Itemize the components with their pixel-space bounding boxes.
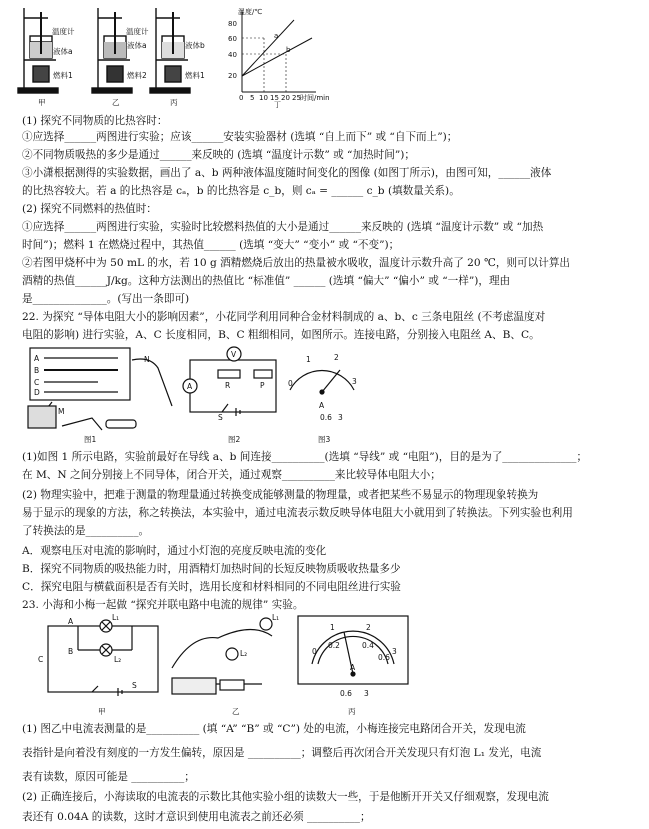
meter-bing-tick-2: 2 xyxy=(366,623,371,632)
wire-label-d: D xyxy=(34,388,40,397)
q22-p1-2: 在 M、N 之间分别接上不同导体，闭合开关，通过观察__________来比较导体电阻大小； xyxy=(22,469,441,481)
graph-xtick-25: 25 xyxy=(292,94,301,102)
meter-bing-range-2: 3 xyxy=(364,689,369,698)
fig-label-jia-23: 甲 xyxy=(98,707,106,716)
label-v: V xyxy=(231,350,237,359)
label-l1: L₁ xyxy=(112,613,120,622)
q22-p1-1: (1)如图 1 所示电路，实验前最好在导线 a、b 间连接__________(选填 “导线” 或 “电阻”)，目的是为了______________； xyxy=(22,451,588,463)
meter-bing-unit: A xyxy=(350,663,356,672)
label-point-b: B xyxy=(68,647,74,656)
q22-p2-2: 易于显示的现象的方法，称之转换法，本实验中，通过电流表示数反映导体电阻大小就用到了转换法。下列实验也利用 xyxy=(22,507,573,519)
label-liquid-b: 液体b xyxy=(185,41,205,50)
label-fuel1-b: 燃料1 xyxy=(185,71,205,80)
label-fuel1: 燃料1 xyxy=(53,71,73,80)
fig-label-yi: 乙 xyxy=(112,98,120,107)
label-switch-s: S xyxy=(132,681,137,690)
heating-apparatus-figures xyxy=(18,4,330,109)
graph-xtick-10: 10 xyxy=(259,94,268,102)
q21-p1-4: 的比热容较大。若 a 的比热容是 cₐ，b 的比热容是 c_b，则 cₐ = ______ c_b (填数量关系)。 xyxy=(22,185,460,197)
q22-p2-1: (2) 物理实验中，把难于测量的物理量通过转换变成能够测量的物理量，或者把某些不易显示的物理现象转换为 xyxy=(22,489,539,501)
q23-stem: 23. 小海和小梅一起做 “探究并联电路中电流的规律” 实验。 xyxy=(22,599,304,611)
graph-xtick-5: 5 xyxy=(250,94,255,102)
fig-label-jia: 甲 xyxy=(38,98,46,107)
label-ammeter-a: A xyxy=(187,382,193,391)
q23-p2-2: 表还有 0.04A 的读数，这时才意识到使用电流表之前还必须 __________； xyxy=(22,811,371,823)
label-point-c: C xyxy=(38,655,44,664)
graph-xtick-20: 20 xyxy=(281,94,290,102)
graph-xlabel: 时间/min xyxy=(300,94,330,102)
label-l1-yi: L₁ xyxy=(272,613,280,622)
apparatus-jia xyxy=(18,8,58,93)
graph-xtick-15: 15 xyxy=(270,94,279,102)
label-thermometer-1: 温度计 xyxy=(52,27,75,36)
graph-ytick-40: 40 xyxy=(228,51,237,59)
label-fuel2: 燃料2 xyxy=(127,71,147,80)
q23-p2-1: (2) 正确连接后，小海读取的电流表的示数比其他实验小组的读数大一些，于是他断开开关又仔细观察，发现电流 xyxy=(22,791,549,803)
meter3-range-1: 0.6 xyxy=(320,413,332,422)
meter3-tick-0: 0 xyxy=(288,379,293,388)
label-m: M xyxy=(58,407,65,416)
q22-p2-3: 了转换法的是__________。 xyxy=(22,525,150,537)
graph-label-b: b xyxy=(286,46,291,54)
q22-stem-1: 22. 为探究 “导体电阻大小的影响因素”，小花同学利用同种合金材料制成的 a、b、c 三条电阻丝 (不考虑温度对 xyxy=(22,311,546,323)
graph-ytick-20: 20 xyxy=(228,72,237,80)
fig-label-bing-23: 丙 xyxy=(348,707,356,716)
graph-label-a: a xyxy=(274,32,279,40)
fig3-label: 图3 xyxy=(318,435,331,444)
q22-option-a: A．观察电压对电流的影响时，通过小灯泡的亮度反映电流的变化 xyxy=(22,545,327,557)
q21-p2-3: ②若图甲烧杯中为 50 mL 的水，若 10 g 酒精燃烧后放出的热量被水吸收，温度计示数升高了 20 ℃，则可以计算出 xyxy=(22,257,571,269)
label-s: S xyxy=(218,413,223,422)
q21-p2-2: 时间”)；燃料 1 在燃烧过程中，其热值______ (选填 “变大” “变小” 或 “不变”)； xyxy=(22,239,400,251)
meter3-tick-2: 2 xyxy=(334,353,339,362)
meter-bing-tick-1: 1 xyxy=(330,623,335,632)
graph-ytick-60: 60 xyxy=(228,35,237,43)
wire-label-c: C xyxy=(34,378,40,387)
q21-p1-3: ③小潇根据测得的实验数据，画出了 a、b 两种液体温度随时间变化的图像 (如图丁所示)，由图可知，______液体 xyxy=(22,167,552,179)
q22-option-b: B．探究不同物质的吸热能力时，用酒精灯加热时间的长短反映物质吸收热量多少 xyxy=(22,563,401,575)
fig2-label: 图2 xyxy=(228,435,241,444)
meter3-tick-3: 3 xyxy=(352,377,357,386)
q23-figures xyxy=(22,614,422,718)
meter-bing-sub-02: 0.2 xyxy=(328,641,340,650)
wire-label-a: A xyxy=(34,354,40,363)
q23-p1-3: 表有读数，原因可能是 __________； xyxy=(22,771,195,783)
q21-part1-title: (1) 探究不同物质的比热容时： xyxy=(22,115,168,127)
graph-ytick-80: 80 xyxy=(228,20,237,28)
meter3-range-2: 3 xyxy=(338,413,343,422)
fig-label-bing: 丙 xyxy=(170,98,178,107)
series-line-b xyxy=(242,38,312,76)
label-thermometer-2: 温度计 xyxy=(126,27,149,36)
label-point-a: A xyxy=(68,617,74,626)
meter-bing-range-1: 0.6 xyxy=(340,689,352,698)
meter-bing-sub-06: 0.6 xyxy=(378,653,390,662)
label-p: P xyxy=(260,381,265,390)
meter3-tick-1: 1 xyxy=(306,355,311,364)
q21-p2-5: 是______________。(写出一条即可) xyxy=(22,293,190,305)
meter-bing-sub-04: 0.4 xyxy=(362,641,374,650)
q21-p1-1: ①应选择______两图进行实验；应该______安装实验器材 (选填 “自上而下” 或 “自下而上”)； xyxy=(22,131,458,143)
temperature-time-graph xyxy=(228,7,330,109)
q21-part2-title: (2) 探究不同燃料的热值时： xyxy=(22,203,157,215)
meter-bing-tick-0: 0 xyxy=(312,647,317,656)
graph-xtick-0: 0 xyxy=(239,94,244,102)
label-liquid-a-2: 液体a xyxy=(127,41,147,50)
q22-figures xyxy=(22,346,382,446)
label-n: N xyxy=(144,355,150,364)
q23-p1-1: (1) 图乙中电流表测量的是__________ (填 “A” “B” 或 “C”) 处的电流，小梅连接完电路闭合开关，发现电流 xyxy=(22,723,526,735)
apparatus-bing xyxy=(150,8,190,93)
q22-stem-2: 电阻的影响) 进行实验，A、C 长度相同，B、C 粗细相同，如图所示。连接电路，分别接入电阻丝 A、B、C。 xyxy=(22,329,540,341)
label-r: R xyxy=(225,381,231,390)
fig1-label: 图1 xyxy=(84,435,97,444)
q23-p1-2: 表指针是向着没有刻度的一方发生偏转，原因是 __________；调整后再次闭合开关发现只有灯泡 L₁ 发光，电流 xyxy=(22,747,542,759)
q21-p1-2: ②不同物质吸热的多少是通过______来反映的 (选填 “温度计示数” 或 “加热时间”)； xyxy=(22,149,415,161)
graph-ylabel: 温度/℃ xyxy=(238,8,263,16)
q21-p2-1: ①应选择______两图进行实验，实验时比较燃料热值的大小是通过______来反映的 (选填 “温度计示数” 或 “加热 xyxy=(22,221,544,233)
label-liquid-a: 液体a xyxy=(53,47,73,56)
meter3-unit: A xyxy=(319,401,325,410)
q21-p2-4: 酒精的热值______J/kg。这种方法测出的热值比 “标准值” ______ (选填 “偏大” “偏小” 或 “一样”)，理由 xyxy=(22,275,511,287)
meter-bing-tick-3: 3 xyxy=(392,647,397,656)
apparatus-yi xyxy=(92,8,132,93)
fig-label-ding: 丁 xyxy=(274,101,281,109)
label-l2-yi: L₂ xyxy=(240,649,248,658)
fig-label-yi-23: 乙 xyxy=(232,707,240,716)
label-l2: L₂ xyxy=(114,655,122,664)
wire-label-b: B xyxy=(34,366,40,375)
q22-option-c: C．探究电阻与横截面积是否有关时，选用长度和材料相同的不同电阻丝进行实验 xyxy=(22,581,401,593)
